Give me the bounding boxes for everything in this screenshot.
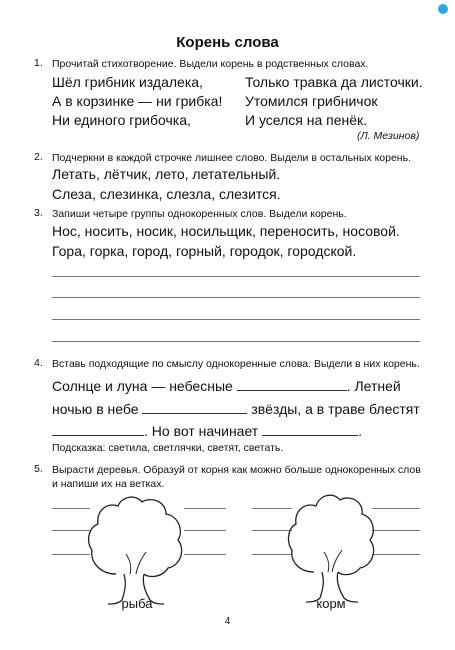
poem-right-line-3: И уселся на пенёк. — [245, 112, 368, 128]
page-title: Корень слова — [176, 34, 279, 51]
fill-blank-2[interactable] — [142, 401, 247, 414]
fill-blank-1[interactable] — [237, 378, 347, 391]
page-number: 4 — [224, 616, 231, 627]
exercise-4-line-2 — [52, 401, 420, 417]
tree1-branch-line-left-2[interactable] — [52, 530, 90, 531]
poem-left-line-3: Ни единого грибочка, — [52, 112, 191, 128]
exercise-2-line-2: Слеза, слезинка, слезла, слезится. — [52, 186, 281, 202]
exercise-4-text-3a: . Но вот начинает — [144, 423, 259, 439]
exercise-4-text-2a: ночью в небе — [52, 401, 139, 417]
exercise-4-text-2b: звёзды, а в траве блестят — [251, 401, 420, 417]
tree-2-outline — [286, 488, 378, 608]
tree-1-root-label: рыба — [121, 596, 153, 611]
exercise-5-instruction-1: Вырасти деревья. Образуй от корня как можно больше однокоренных слов — [52, 464, 421, 476]
exercise-3-line-1: Нос, носить, носик, носильщик, переносить, носовой. — [52, 223, 400, 239]
exercise-1-number: 1. — [34, 57, 43, 69]
fill-blank-4[interactable] — [262, 423, 358, 436]
exercise-5-instruction-2: и напиши их на ветках. — [52, 478, 165, 490]
exercise-4-number: 4. — [34, 357, 43, 369]
exercise-4-text-3b: . — [358, 423, 362, 439]
writing-line-2[interactable] — [52, 297, 420, 298]
exercise-4-line-3 — [52, 423, 362, 439]
exercise-2-line-1: Летать, лётчик, лето, летательный. — [52, 166, 281, 182]
tree1-branch-line-right-3[interactable] — [184, 554, 226, 555]
writing-line-4[interactable] — [52, 341, 420, 342]
tree-2-root-label: корм — [316, 596, 346, 611]
exercise-4-text-1a: Солнце и луна — небесные — [52, 378, 233, 394]
publisher-logo — [438, 4, 448, 14]
tree2-branch-line-right-3[interactable] — [372, 554, 420, 555]
tree1-branch-line-left-3[interactable] — [52, 554, 90, 555]
writing-line-3[interactable] — [52, 319, 420, 320]
exercise-4-hint: Подсказка: светила, светлячки, светят, светать. — [52, 442, 284, 454]
exercise-2-instruction: Подчеркни в каждой строчке лишнее слово. Выдели в остальных корень. — [52, 152, 411, 164]
exercise-3-line-2: Гора, горка, город, горный, городок, городской. — [52, 243, 357, 259]
poem-left-line-2: А в корзинке — ни грибка! — [52, 93, 223, 109]
poem-right-line-1: Только травка да листочки. — [245, 74, 423, 90]
tree2-branch-line-right-1[interactable] — [372, 508, 420, 509]
tree1-branch-line-left-1[interactable] — [52, 508, 90, 509]
exercise-3-instruction: Запиши четыре группы однокоренных слов. Выдели корень. — [52, 208, 347, 220]
poem-right-line-2: Утомился грибничок — [245, 93, 378, 109]
fill-blank-3[interactable] — [52, 423, 144, 436]
poem-author: (Л. Мезинов) — [357, 130, 420, 142]
exercise-2-number: 2. — [34, 151, 43, 163]
tree2-branch-line-right-2[interactable] — [372, 530, 420, 531]
poem-left-line-1: Шёл грибник издалека, — [52, 74, 203, 90]
writing-line-1[interactable] — [52, 276, 420, 277]
exercise-4-instruction: Вставь подходящие по смыслу однокоренные слова. Выдели в них корень. — [52, 358, 420, 370]
exercise-5-number: 5. — [34, 463, 43, 475]
exercise-1-instruction: Прочитай стихотворение. Выдели корень в родственных словах. — [52, 58, 369, 70]
tree1-branch-line-right-2[interactable] — [184, 530, 226, 531]
tree1-branch-line-right-1[interactable] — [184, 508, 226, 509]
tree-1-outline — [86, 490, 188, 610]
exercise-4-line-1 — [52, 378, 401, 394]
exercise-4-text-1b: . Летней — [346, 378, 401, 394]
exercise-3-number: 3. — [34, 207, 43, 219]
